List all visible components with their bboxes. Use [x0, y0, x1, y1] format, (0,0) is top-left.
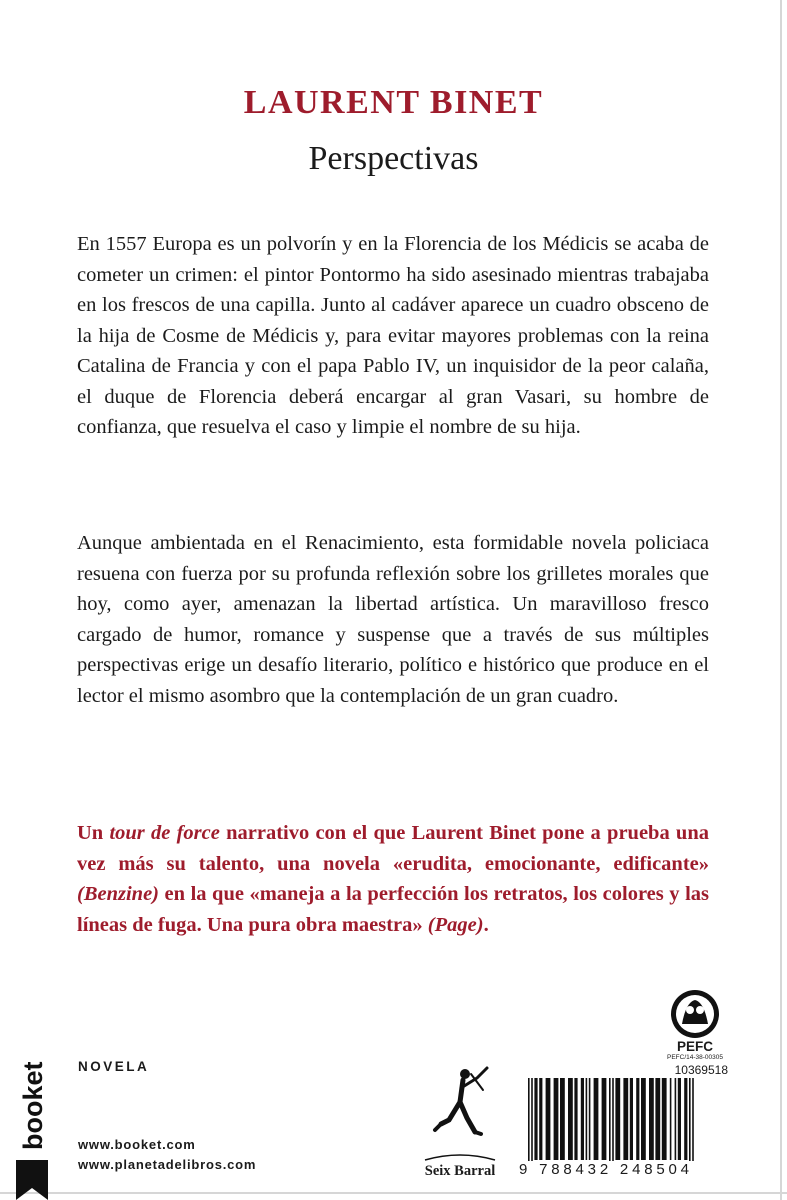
press-quote-text: Un	[77, 822, 110, 844]
barcode-bar	[636, 1078, 639, 1160]
barcode-bar	[589, 1078, 591, 1160]
barcode-bar	[649, 1078, 654, 1160]
press-source-benzine: (Benzine)	[77, 883, 159, 905]
barcode-bar	[655, 1078, 660, 1160]
barcode-bar	[568, 1078, 573, 1160]
booket-logo-text: booket	[18, 1061, 48, 1150]
barcode-bar	[662, 1078, 667, 1160]
pefc-label: PEFC	[676, 1039, 713, 1054]
barcode-bar	[602, 1078, 607, 1160]
publisher-name: Seix Barral	[424, 1163, 496, 1179]
barcode-bar	[586, 1078, 588, 1160]
barcode-bar	[678, 1078, 681, 1160]
barcode-bar	[594, 1078, 599, 1160]
booket-logo	[12, 1032, 52, 1200]
internal-code: 10369518	[674, 1063, 728, 1077]
synopsis-paragraph-1: En 1557 Europa es un polvorín y en la Florencia de los Médicis se acaba de cometer un crimen: el pintor Pontormo ha sido asesinado mientras trabajaba en los frescos de una capilla. Junto al cadáver aparece un cuadro obsceno de la hija de Cosme de Médicis y, para evitar mayores problemas con la reina Catalina de Francia y con el papa Pablo IV, un inquisidor de la peor calaña, el duque de Florencia deberá encargar al gran Vasari, su hombre de confianza, que resuelva el caso y limpie el nombre de su hija.	[77, 233, 709, 438]
barcode-bar	[630, 1078, 633, 1160]
isbn-number: 9 788432 248504	[519, 1161, 737, 1178]
barcode-bar	[670, 1078, 672, 1160]
press-quote	[77, 818, 709, 940]
page-edge-right	[780, 0, 782, 1200]
synopsis-paragraph-2: Aunque ambientada en el Renacimiento, esta formidable novela policiaca resuena con fuerza por su profunda reflexión sobre los grilletes morales que hoy, como ayer, amenazan la libertad artística. Un maravilloso fresco cargado de humor, romance y suspense que a través de sus múltiples perspectivas erige un desafío literario, político e histórico que produce en el lector el mismo asombro que la contemplación de un gran cuadro.	[77, 532, 709, 707]
barcode-bar	[554, 1078, 559, 1160]
barcode-bar	[623, 1078, 628, 1160]
barcode-bar	[675, 1078, 677, 1160]
bookmark-shape	[16, 1160, 48, 1200]
website-booket: www.booket.com	[78, 1137, 196, 1152]
press-quote-emphasis: tour de force	[109, 822, 220, 844]
barcode-bar	[615, 1078, 620, 1160]
barcode-bar	[560, 1078, 565, 1160]
press-quote-text: en la que «maneja a la perfección los retratos, los colores y las líneas de fuga. Una pura obra maestra»	[77, 883, 709, 936]
pefc-code: PEFC/14-38-00305	[666, 1054, 723, 1061]
barcode-bar	[539, 1078, 542, 1160]
press-quote-text: .	[483, 913, 489, 936]
press-source-page: (Page)	[427, 913, 484, 936]
barcode-bar	[641, 1078, 646, 1160]
page-edge-bottom	[0, 1192, 787, 1194]
barcode-bar	[581, 1078, 584, 1160]
barcode-bar	[546, 1078, 551, 1160]
press-quote-text: narrativo con el que Laurent Binet pone a prueba una vez más su talento, una novela «erudita, emocionante, edificante»	[77, 822, 709, 875]
book-title: Perspectivas	[308, 140, 479, 177]
genre-label: NOVELA	[78, 1059, 150, 1074]
barcode-bar	[574, 1078, 577, 1160]
author-name: LAURENT BINET	[243, 84, 544, 121]
website-planetadelibros: www.planetadelibros.com	[78, 1157, 257, 1172]
barcode-bar	[684, 1078, 687, 1160]
barcode-bar	[534, 1078, 537, 1160]
seix-barral-logo	[405, 1060, 515, 1170]
